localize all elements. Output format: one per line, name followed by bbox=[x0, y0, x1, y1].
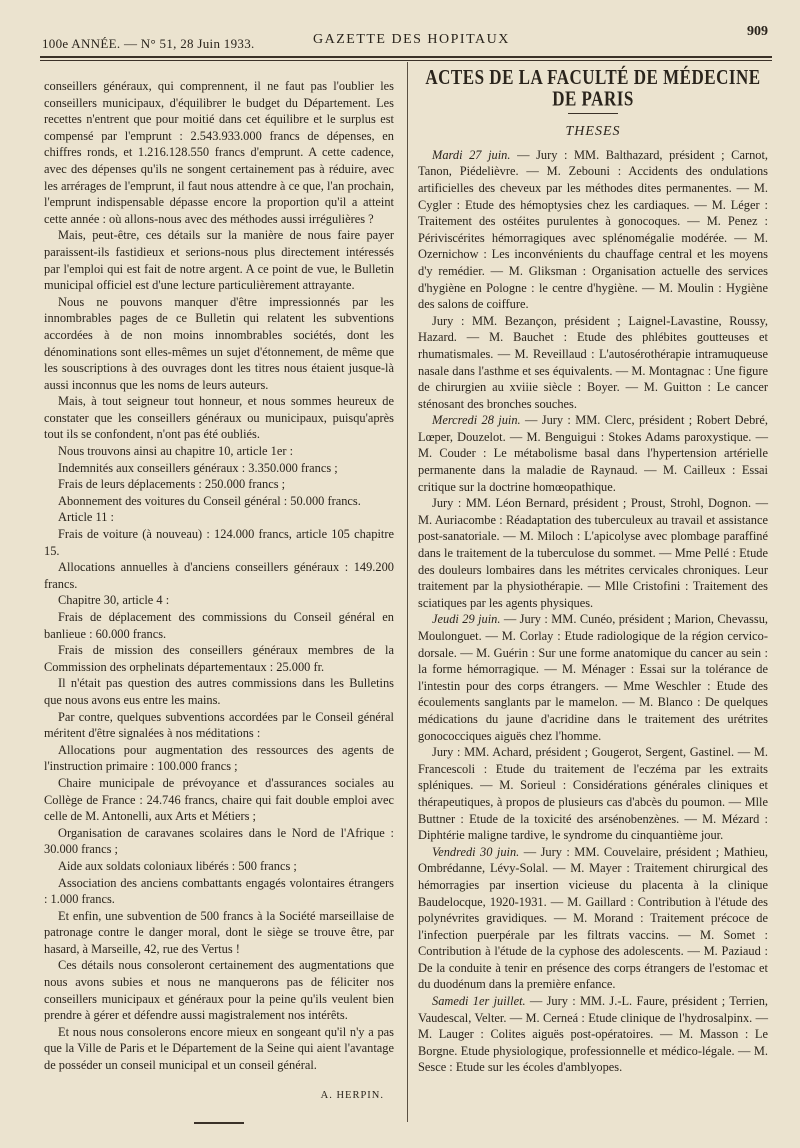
budget-item: Association des anciens combattants engagés volontaires étrangers : 1.000 francs. bbox=[44, 875, 394, 907]
paragraph: Par contre, quelques subventions accordées par le Conseil général méritent d'être signalées à nos méditations : bbox=[44, 709, 394, 741]
budget-item: Chaire municipale de prévoyance et d'assurances sociales au Collège de France : 24.746 francs, chaire qui fait double emploi avec celle de M. Antonelli, aux Arts et Métiers ; bbox=[44, 775, 394, 824]
entry-date: Jeudi 29 juin. bbox=[432, 612, 501, 627]
budget-item: Indemnités aux conseillers généraux : 3.350.000 francs ; bbox=[58, 460, 338, 475]
left-column bbox=[44, 78, 394, 1124]
budget-item: Allocations annuelles à d'anciens conseillers généraux : 149.200 francs. bbox=[44, 560, 394, 591]
budget-item: Chapitre 30, article 4 : bbox=[58, 593, 170, 608]
budget-item: Abonnement des voitures du Conseil général : 50.000 francs. bbox=[58, 493, 361, 508]
budget-item: Organisation de caravanes scolaires dans le Nord de l'Afrique : 30.000 francs ; bbox=[44, 825, 394, 857]
thesis-entry bbox=[418, 412, 768, 495]
author-signature: A. HERPIN. bbox=[320, 1089, 384, 1101]
thesis-entry bbox=[418, 147, 768, 313]
right-column bbox=[418, 64, 768, 1076]
paragraph: Nous ne pouvons manquer d'être impressionnés par les innombrables pages de ce Bulletin qui relatent les subventions accordées à de non moins innombrables sociétés, dont les dénominations sont elles-mêmes un sujet d'étonnement, de même que les souscriptions à des ouvrages dont les titres nous étaient jusque-là aussi inconnus que les noms de leurs auteurs. bbox=[44, 294, 394, 392]
budget-item: Allocations pour augmentation des ressources des agents de l'instruction primaire : 100.000 francs ; bbox=[44, 742, 394, 774]
budget-item: Frais de leurs déplacements : 250.000 francs ; bbox=[58, 477, 286, 492]
paragraph: Nous trouvons ainsi au chapitre 10, article 1er : bbox=[58, 444, 294, 459]
budget-item: Frais de déplacement des commissions du Conseil général en banlieue : 60.000 francs. bbox=[44, 610, 394, 641]
end-rule bbox=[194, 1122, 244, 1124]
entry-text: — Jury : MM. Cunéo, président ; Marion, Chevassu, Moulonguet. — M. Corlay : Etude radiologique de la région cervico-dorsale. — M. Guérin : Sur une forme anatomique du cancer au sein : la forme hémorragique. — M. Ménager : Essai sur la tolérance de l'intestin pour des corps étrangers. — Mme Weschler : Etude des écoulements sanglants par le mamelon. — M. Blanco : De quelques médications du jaune d'acridine dans le traitement des urétrites gonococciques aiguës chez l'homme. bbox=[418, 612, 768, 743]
thesis-entry bbox=[418, 844, 768, 993]
paragraph: Mais, à tout seigneur tout honneur, et nous sommes heureux de constater que les conseillers généraux ou municipaux, puisqu'après tout ils se confondent, n'ont pas été oubliés. bbox=[44, 394, 394, 442]
page-number: 909 bbox=[747, 24, 768, 39]
budget-item: Article 11 : bbox=[58, 510, 114, 525]
header-rule-thin bbox=[40, 60, 772, 61]
entry-text: Jury : MM. Léon Bernard, président ; Proust, Strohl, Dognon. — M. Auriacombe : Réadaptation des tuberculeux au travail et assistance post-sanatoriale. — M. Miloch : L'apicolyse avec plombage paraffiné dans le traitement de la tuberculose du sommet. — Mme Pellé : Etude des douleurs lombaires dans les métrites cervicales chroniques. Leur traitement par la physiothérapie. — Mlle Cristofini : Traitement des sciatiques par les agents physiques. bbox=[418, 496, 768, 610]
column-divider bbox=[407, 62, 408, 1122]
budget-item: Aide aux soldats coloniaux libérés : 500 francs ; bbox=[58, 858, 297, 873]
entry-text: Jury : MM. Achard, président ; Gougerot, Sergent, Gastinel. — M. Francescoli : Etude du traitement de l'eczéma par les extraits spléniques. — M. Sorieul : Considérations générales cliniques et thérapeutiques, à propos de plusieurs cas d'abcès du poumon. — Mlle Buttner : Etude de la toxicité des arsénobenzènes. — M. Mézard : Diphtérie maligne tardive, le syndrome du cinquantième jour. bbox=[418, 745, 768, 843]
entry-date: Mercredi 28 juin. bbox=[432, 413, 521, 428]
header-rule bbox=[40, 56, 772, 58]
entry-text: — Jury : MM. J.-L. Faure, président ; Terrien, Vaudescal, Velter. — M. Cerneá : Etude clinique de l'hydrosalpinx. — M. Lauger : Colites aiguës post-opératoires. — M. Masson : Le Borgne. Etude physiologique, professionnelle et médico-légale. — M. Sesce : Etude sur les écoles d'amblyopes. bbox=[418, 994, 768, 1075]
entry-date: Mardi 27 juin. bbox=[432, 147, 511, 162]
thesis-entry bbox=[418, 993, 768, 1076]
subsection-title: THESES bbox=[565, 124, 621, 140]
entry-text: — Jury : MM. Balthazard, président ; Carnot, Tanon, Piédelièvre. — M. Zebouni : Accidents des ondulations artificielles des cheveux par les méthodes dites permanentes. — M. Cygler : Etude des hémoptysies chez les cardiaques. — M. Léger : Traitement des ostéites purulentes à gonocoques. — M. Penez : Périviscérites hémorragiques avec splénomégalie modérée. — M. Ozernichow : Les inconvénients du chauffage central et les moyens d'y remédier. — M. Gliksman : Organisation actuelle des services d'hygiène en Pologne : le centre d'hygiène. — M. Moulin : Hygiène des salons de coiffure. bbox=[418, 147, 769, 312]
budget-item: Frais de mission des conseillers généraux membres de la Commission des orphelinats départementaux : 25.000 fr. bbox=[44, 643, 394, 674]
entry-date: Vendredi 30 juin. bbox=[432, 844, 520, 859]
paragraph: Et nous nous consolerons encore mieux en songeant qu'il n'y a pas que la Ville de Paris et le Département de la Seine qui aient l'avantage de posséder un conseil municipal et un conseil général. bbox=[44, 1024, 394, 1073]
paragraph: Mais, peut-être, ces détails sur la manière de nous faire payer paraissent-ils fastidieux et serions-nous plus directement intéressés par l'emploi qui est fait de notre argent. A ce point de vue, le Bulletin municipal officiel est d'une lecture particulièrement attrayante. bbox=[44, 228, 394, 293]
paragraph: Ces détails nous consoleront certainement des augmentations que nous avons subies et nous ne manquerons pas de féliciter nos conseillers municipaux et généraux pour la peine qu'ils veulent bien prendre à gérer et défendre aussi magistralement nos intérêts. bbox=[44, 958, 394, 1023]
budget-item: Frais de voiture (à nouveau) : 124.000 francs, article 105 chapitre 15. bbox=[44, 527, 394, 558]
entry-date: Samedi 1er juillet. bbox=[432, 994, 526, 1009]
entry-text: Jury : MM. Bezançon, président ; Laignel-Lavastine, Roussy, Hazard. — M. Bauchet : Etude des phlébites goutteuses et rhumatismales. — M. Reveillaud : L'autosérothérapie intramuqueuse nasale dans l'asthme et ses équivalents. — M. Montagnac : Une figure de chirurgien au xviiie siècle : Boyer. — M. Guitton : Le cancer sténosant des bronches souches. bbox=[418, 313, 768, 411]
paragraph: Et enfin, une subvention de 500 francs à la Société marseillaise de patronage contre le danger moral, dont le siège se trouve être, par hasard, à Marseille, 42, rue des Vertus ! bbox=[44, 908, 394, 956]
section-rule bbox=[568, 113, 618, 114]
entry-text: — Jury : MM. Clerc, président ; Robert Debré, Lœper, Douzelot. — M. Benguigui : Stokes Adams paroxystique. — M. Couder : Le métabolisme basal dans l'hypertension artérielle permanente dans la maladie de Raynaud. — M. Cailleux : Essai critique sur la doctrine homœopathique. bbox=[418, 413, 768, 494]
thesis-entry bbox=[418, 611, 768, 744]
entry-text: — Jury : MM. Couvelaire, président ; Mathieu, Ombrédanne, Lévy-Solal. — M. Mayer : Traitement chirurgical des hémorragies par insertion vicieuse du placenta à la clinique Baudelocque, 1920-1931. — M. Gaillard : Contribution à l'étude des polynévrites gravidiques. — M. Morand : Traitement précoce de l'infection puerpérale par les filtrats vaccins. — M. Somet : Contribution à l'étude de la cyphose des adolescents. — M. Paziaud : De la conduite à tenir en présence des corps étrangers de l'estomac et du duodénum dans la première enfance. bbox=[418, 844, 768, 992]
section-title: ACTES DE LA FACULTÉ DE MÉDECINE DE PARIS bbox=[425, 65, 761, 110]
thesis-entry bbox=[418, 495, 768, 611]
page-header bbox=[38, 24, 770, 56]
journal-title: GAZETTE DES HOPITAUX bbox=[313, 32, 510, 47]
issue-line: 100e ANNÉE. — N° 51, 28 Juin 1933. bbox=[42, 36, 255, 51]
thesis-entry bbox=[418, 313, 768, 413]
thesis-entry bbox=[418, 744, 768, 844]
paragraph: Il n'était pas question des autres commissions dans les Bulletins que nous avons eus entre les mains. bbox=[44, 676, 394, 707]
paragraph: conseillers généraux, qui comprennent, il ne faut pas l'oublier les conseillers municipaux, d'équilibrer le budget du Département. Les recettes n'entrent que pour moitié dans cet équilibre et le surplus est compensé par l'emprunt : 2.543.933.000 francs de dépenses, en chiffres ronds, et 1.216.128.550 francs d'emprunt. A cette cadence, avec des dépenses qu'ils ne songent certainement pas à réduire, avec les arrérages de l'emprunt, il faut nous attendre à ce que, l'an prochain, l'emprunt indispensable dépasse encore la proportion qu'il a atteint cette année : où allons-nous avec des méthodes aussi irrégulières ? bbox=[44, 79, 394, 226]
